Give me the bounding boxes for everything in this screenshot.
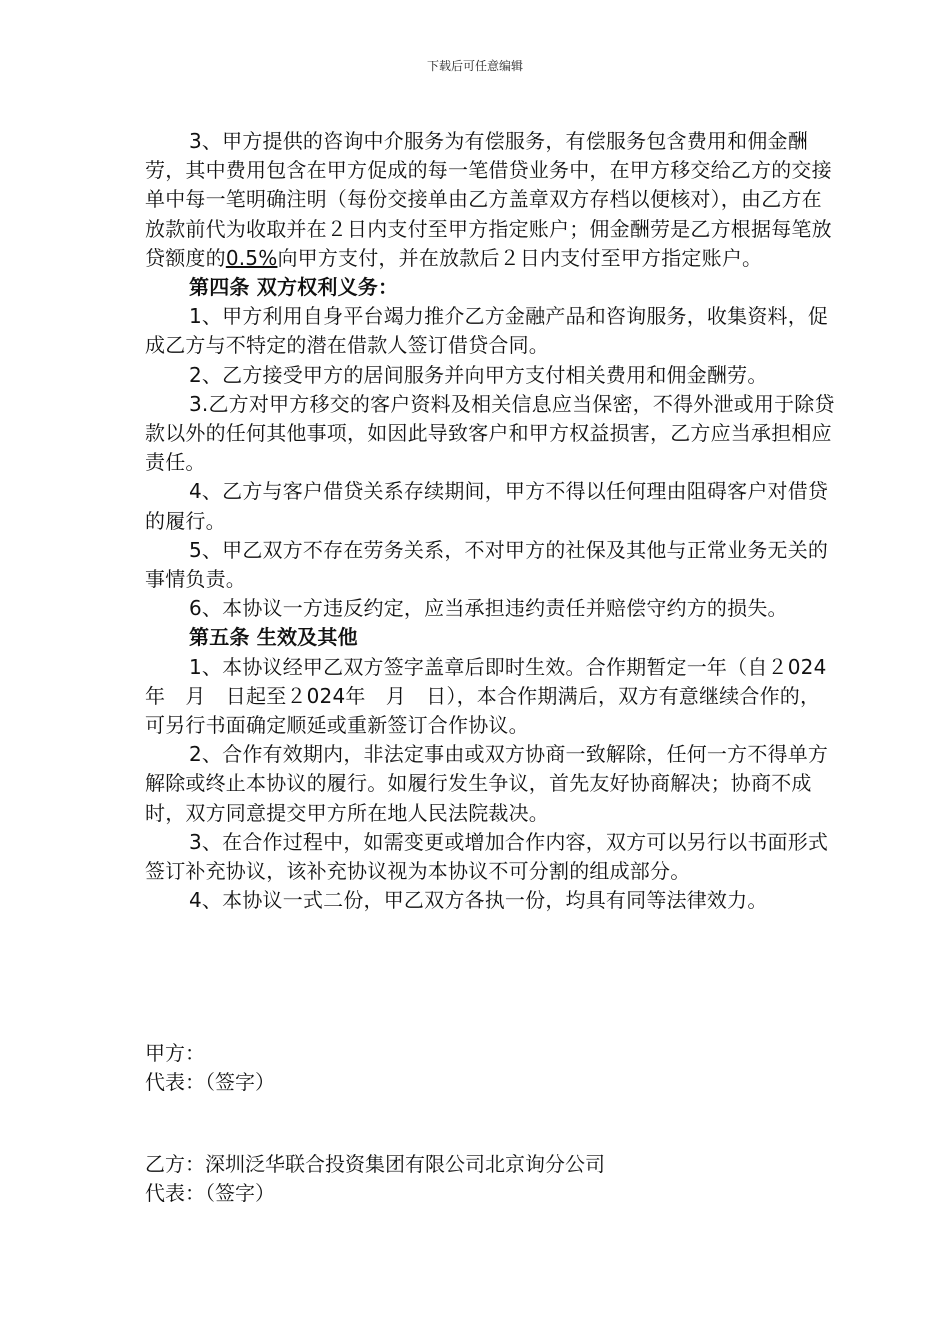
article-5-item: 1、本协议经甲乙双方签字盖章后即时生效。合作期暂定一年（自２024年 月 日起至２024年 月 日），本合作期满后，双方有意继续合作的，可另行书面确定顺延或重新签订合作协议。	[145, 654, 827, 738]
article-4-item: 4、乙方与客户借贷关系存续期间，甲方不得以任何理由阻碍客户对借贷的履行。	[145, 479, 829, 533]
article-5-heading: 第五条 生效及其他	[189, 625, 358, 650]
party-b-label: 乙方：深圳泛华联合投资集团有限公司北京询分公司	[145, 1152, 605, 1176]
article-4-item: 1、甲方利用自身平台竭力推介乙方金融产品和咨询服务，收集资料，促成乙方与不特定的潜在借款人签订借贷合同。	[145, 304, 829, 358]
article-5-item: 4、本协议一式二份，甲乙双方各执一份，均具有同等法律效力。	[189, 888, 768, 913]
commission-rate: 0.5%	[225, 245, 278, 270]
article-4-item: 6、本协议一方违反约定，应当承担违约责任并赔偿守约方的损失。	[189, 596, 788, 621]
article-4-item: 5、甲乙双方不存在劳务关系，不对甲方的社保及其他与正常业务无关的事情负责。	[145, 537, 829, 592]
article-4-heading: 第四条 双方权利义务：	[189, 275, 399, 300]
party-a-label: 甲方：	[145, 1041, 205, 1065]
party-b-signature	[145, 1150, 845, 1208]
clause-text: 向甲方支付，并在放款后２日内支付至甲方指定账户。	[277, 245, 763, 270]
party-a-signature	[145, 1039, 845, 1097]
contract-body	[145, 127, 835, 915]
page-header: 下载后可任意编辑	[426, 59, 523, 73]
article-4-item: 3.乙方对甲方移交的客户资料及相关信息应当保密，不得外泄或用于除贷款以外的任何其他事项，如因此导致客户和甲方权益损害，乙方应当承担相应责任。	[145, 391, 835, 475]
article-5-item: 2、合作有效期内，非法定事由或双方协商一致解除，任何一方不得单方解除或终止本协议的履行。如履行发生争议，首先友好协商解决；协商不成时，双方同意提交甲方所在地人民法院裁决。	[145, 742, 829, 825]
party-a-representative: 代表：（签字）	[145, 1070, 275, 1094]
article-4-item: 2、乙方接受甲方的居间服务并向甲方支付相关费用和佣金酬劳。	[189, 362, 768, 387]
article-5-item: 3、在合作过程中，如需变更或增加合作内容，双方可以另行以书面形式签订补充协议，该补充协议视为本协议不可分割的组成部分。	[145, 829, 829, 884]
clause-3-item-3	[145, 127, 835, 273]
party-b-representative: 代表：（签字）	[145, 1181, 275, 1205]
clause-text: 3、甲方提供的咨询中介服务为有偿服务，有偿服务包含费用和佣金酬劳，其中费用包含在甲方促成的每一笔借贷业务中，在甲方移交给乙方的交接单中每一笔明确注明（每份交接单由乙方盖章双方存档以便核对），由乙方在放款前代为收取并在２日内支付至甲方指定账户；佣金酬劳是乙方根据每笔放贷额度的	[145, 129, 832, 270]
